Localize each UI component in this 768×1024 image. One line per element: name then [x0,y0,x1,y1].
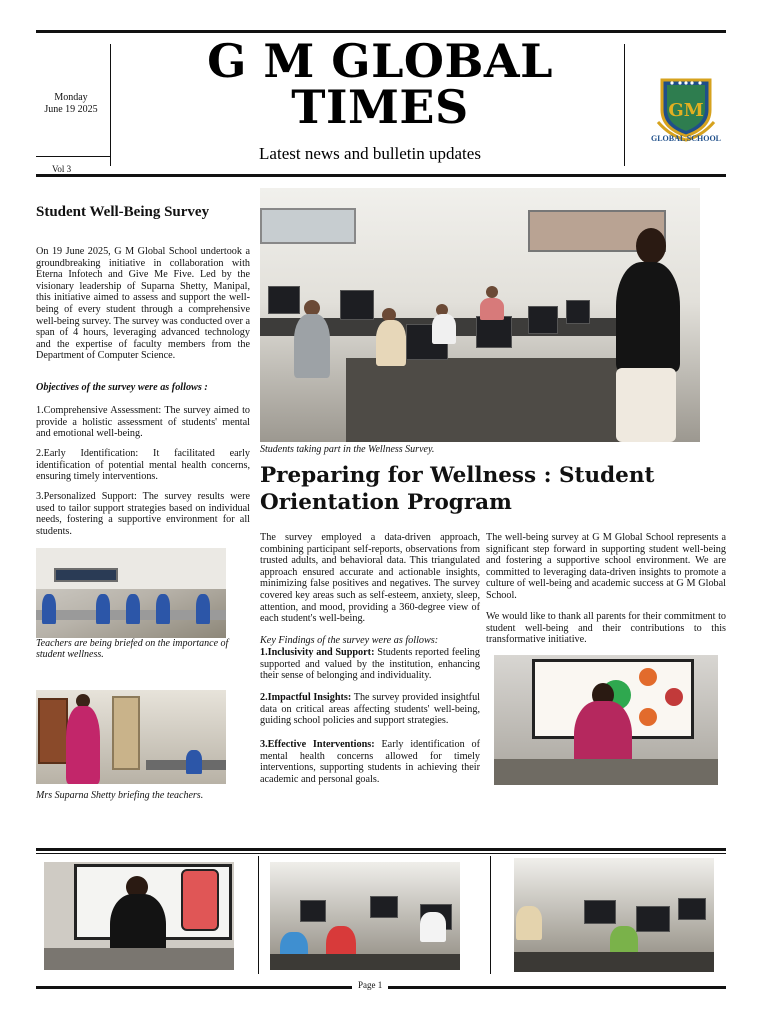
findings-heading: Key Findings of the survey were as follows: [260,635,439,646]
finding-1-text: Students reported feeling supported and valued by the institution, enhancing their sense of belonging and individuality. [260,647,480,682]
finding-3-label: 3.Effective Interventions: [260,739,375,750]
main-article-right-paragraph-2: We would like to thank all parents for their commitment to student well-being and their contributions to this transformative initiative. [486,611,726,646]
date-day: Monday [54,92,88,103]
finding-3-text: Early identification of mental health concerns allowed for timely interventions, supporting students in achieving their academic and personal goals. [260,739,480,785]
finding-1-label: 1.Inclusivity and Support: [260,647,375,658]
gallery-divider-2 [490,856,491,974]
finding-1 [260,647,480,682]
finding-3 [260,739,480,785]
left-article-intro: On 19 June 2025, G M Global School undertook a groundbreaking initiative in collaboration with Eterna Infotech and Give Me Five. Led by the visionary leadership of Suparna Shetty, Manipal, this initiative aimed to assess and support the well-being of every student through a comprehensive well-being survey. The survey was conducted over a span of 4 hours, leveraging advanced technology and the expertise of faculty members from the Department of Computer Science. [36,246,250,362]
objective-2: 2.Early Identification: It facilitated early identification of potential mental health concerns, ensuring timely interventions. [36,448,250,483]
gallery-top-rule [36,848,726,851]
newspaper-title [120,34,640,134]
gallery-photo-3 [514,858,714,972]
dateline [36,92,106,116]
tagline: Latest news and bulletin updates [259,144,481,163]
gallery-photo-2 [270,862,460,970]
title-line-2: TIMES [291,80,469,134]
finding-2-text: The survey provided insightful data on critical areas affecting students' well-being, guiding school policies and support strategies. [260,692,480,727]
volume-label: Vol 3 [52,164,72,174]
masthead-left-divider [110,44,111,166]
photo-students-survey [260,188,700,442]
caption-main-photo: Students taking part in the Wellness Survey. [260,444,435,455]
logo-text: GLOBAL SCHOOL [650,134,722,143]
main-article-paragraph-1: The survey employed a data-driven approach, combining participant self-reports, observations from trusted adults, and behavioral data. This triangulated approach ensured accurate and actionable insights, minimizing false positives and negatives. The survey covered key areas such as self-esteem, anxiety, sleep, attention, and mood, providing a 360-degree view of each student's well-being. [260,532,480,625]
gallery-divider-1 [258,856,259,974]
finding-2-label: 2.Impactful Insights: [260,692,352,703]
gallery-top-rule-2 [36,853,726,854]
objectives-heading: Objectives of the survey were as follows : [36,382,208,393]
main-headline: Preparing for Wellness : Student Orientation Program [260,463,655,515]
objective-1: 1.Comprehensive Assessment: The survey aimed to provide a holistic assessment of students' mental and emotional well-being. [36,405,250,440]
vol-rule [36,156,110,157]
gallery-photo-1 [44,862,234,970]
title-line-1: G M GLOBAL [207,34,553,88]
left-article-title: Student Well-Being Survey [36,204,210,220]
date-full: June 19 2025 [44,104,98,115]
masthead-bottom-rule [36,174,726,177]
finding-2 [260,692,480,727]
caption-teachers-briefing: Teachers are being briefed on the importance of student wellness. [36,638,229,660]
main-article-right-paragraph-1: The well-being survey at G M Global School represents a significant step forward in supporting student well-being and fostering a supportive school environment. We are committed to leveraging data-driven insights to promote a culture of well-being and academic success at G M Global School. [486,532,726,601]
photo-suparna-shetty [36,690,226,784]
masthead-top-rule [36,30,726,33]
objective-3: 3.Personalized Support: The survey results were used to tailor support strategies based on individual needs, fostering a supportive environment for all students. [36,491,250,537]
logo-monogram: GM [668,100,704,121]
photo-presentation [494,655,718,785]
photo-teachers-briefing [36,548,226,638]
caption-suparna-shetty: Mrs Suparna Shetty briefing the teachers. [36,790,204,801]
page-number: Page 1 [352,980,388,990]
